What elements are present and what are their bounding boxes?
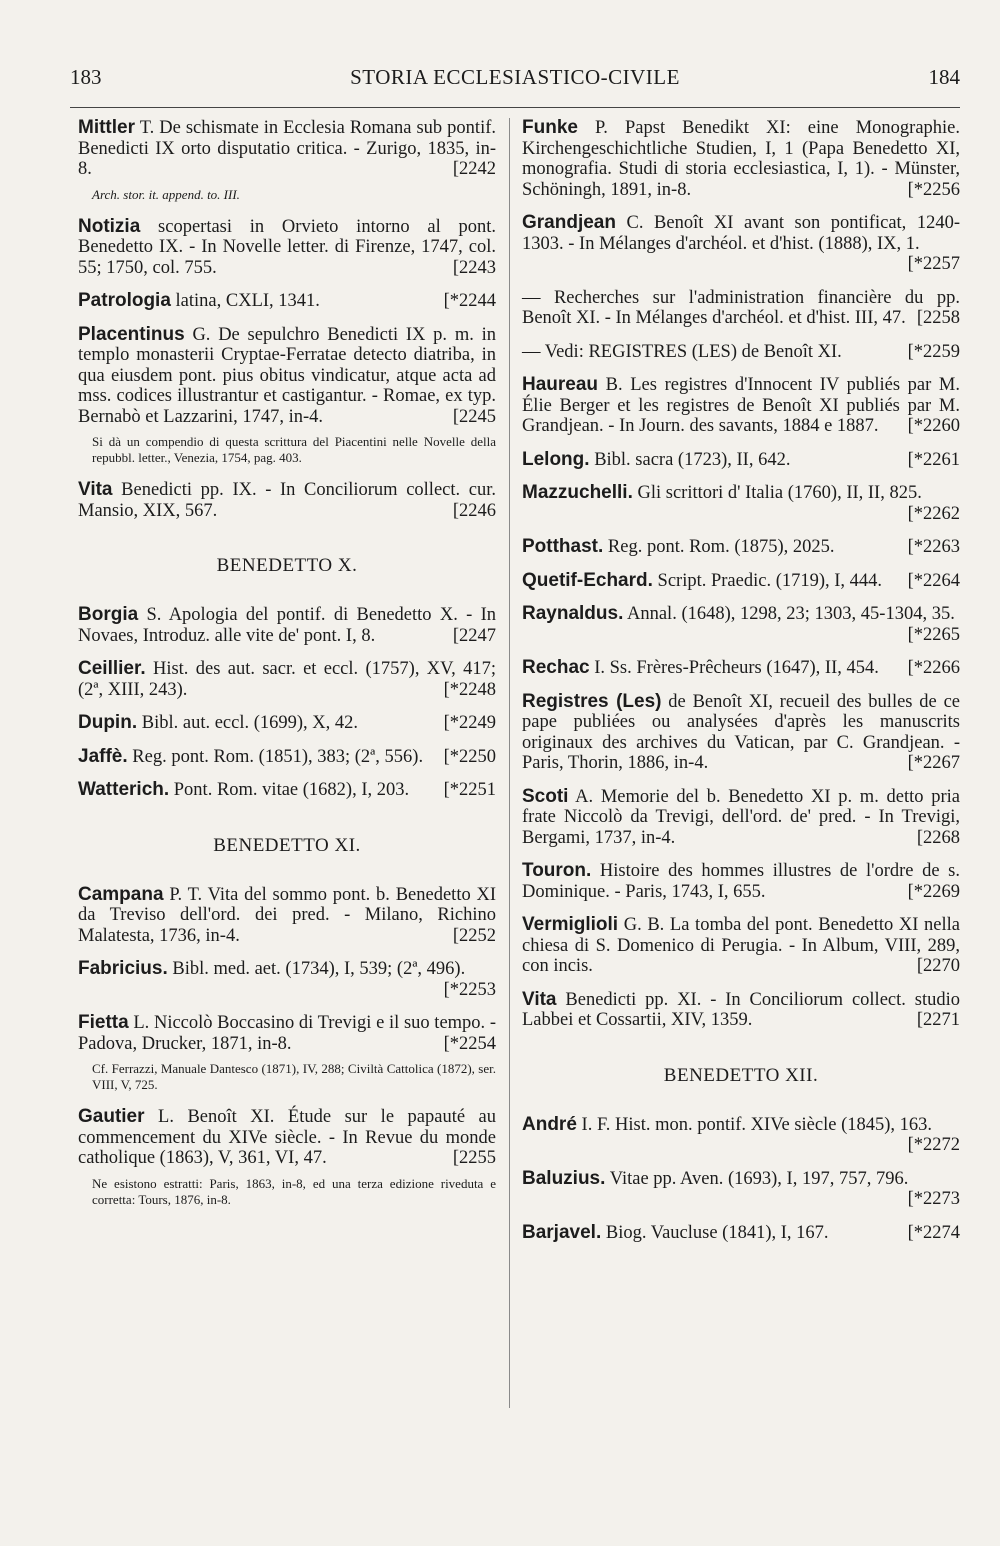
entry-author: Barjavel. [522, 1221, 602, 1243]
entry-text: Gli scrittori d' Italia (1760), II, II, 825. [637, 483, 922, 503]
entry-author: Mittler [78, 117, 135, 138]
entry-text: Annal. (1648), 1298, 23; 1303, 45-1304, 35. [626, 604, 955, 624]
bib-entry [522, 658, 960, 679]
entry-author: Borgia [78, 604, 139, 625]
entry-text: L. Benoît XI. Étude sur le papauté au commencement du XIVe siècle. - In Revue du monde catholique (1863), V, 361, VI, 47. [78, 1107, 497, 1168]
entry-author: Campana [78, 883, 164, 905]
entry-author: Haureau [522, 374, 599, 395]
entry-author: Placentinus [78, 323, 185, 345]
bib-entry [522, 1115, 960, 1156]
section-heading: BENEDETTO XI. [213, 834, 361, 856]
entry-author: Dupin. [78, 712, 138, 733]
bib-entry [78, 959, 496, 1000]
bib-entry [78, 325, 496, 428]
entry-text: Reg. pont. Rom. (1875), 2025. [607, 537, 835, 557]
entry-author: Gautier [78, 1106, 145, 1127]
entry-text: I. Ss. Frères-Prêcheurs (1647), II, 454. [594, 658, 879, 678]
entry-note: Arch. stor. it. append. to. III. [92, 186, 240, 202]
entry-number: [*2254 [443, 1033, 496, 1054]
entry-text: de Benoît XI, recueil des bulles de ce pape publiées ou analysées d'après les manuscrits originaux des archives du Vatican, par C. Grandjean. - Paris, Thorin, 1886, in-4. [522, 691, 961, 773]
entry-text: C. Benoît XI avant son pontificat, 1240-1303. - In Mélanges d'archéol. et d'hist. (1888), IX, 1. [522, 213, 961, 254]
bib-entry [522, 375, 960, 437]
entry-number: [2242 [452, 159, 496, 179]
bib-entry [78, 1013, 496, 1054]
bib-entry [522, 990, 960, 1031]
bib-entry [78, 291, 496, 312]
entry-text: Histoire des hommes illustres de l'ordre de s. Dominique. - Paris, 1743, I, 655. [522, 861, 960, 902]
bib-entry [78, 659, 496, 700]
entry-text: G. B. La tomba del pont. Benedetto XI nella chiesa di S. Domenico di Perugia. - In Album, VIII, 289, con incis. [522, 915, 960, 976]
entry-number: [*2244 [443, 291, 496, 311]
entry-note: Si dà un compendio di questa scrittura del Piacentini nelle Novelle della repubbl. letter., Venezia, 1754, pag. 403. [92, 434, 496, 465]
entry-author: Jaffè. [78, 745, 128, 767]
entry-author: Ceillier. [78, 658, 146, 679]
entry-number: [*2253 [443, 979, 496, 1000]
entry-number: [*2266 [907, 658, 960, 678]
entry-number: [2270 [916, 956, 960, 976]
page-header [70, 55, 960, 108]
entry-author: Fabricius. [78, 958, 168, 979]
bib-entry [522, 692, 960, 774]
entry-author: Fietta [78, 1012, 129, 1033]
bib-entry [522, 787, 960, 849]
entry-number: [*2265 [907, 624, 960, 645]
entry-author: Notizia [78, 215, 141, 237]
entry-text: P. Papst Benedikt XI: eine Monographie. Kirchengeschichtliche Studien, I, 1 (Papa Benedetto XI, monografia. Studi di storia ecclesiastica, I, 1). - Münster, Schöningh, 1891, in-8. [522, 118, 961, 200]
entry-text: T. De schismate in Ecclesia Romana sub pontif. Benedicti IX orto disputatio critica. - Zurigo, 1835, in-8. [78, 118, 496, 179]
entry-number: [*2272 [907, 1135, 960, 1155]
entry-author: Raynaldus. [522, 603, 624, 624]
entry-number: [2268 [916, 827, 960, 848]
entry-author: Potthast. [522, 536, 604, 557]
bib-entry [78, 605, 496, 646]
entry-number: [*2274 [907, 1222, 960, 1243]
entry-author: Grandjean [522, 212, 616, 233]
entry-author: Vermiglioli [522, 914, 619, 935]
entry-number: [*2261 [907, 449, 960, 470]
entry-text: Script. Praedic. (1719), I, 444. [657, 570, 883, 591]
bib-entry [522, 604, 960, 645]
entry-text: Biog. Vaucluse (1841), I, 167. [605, 1222, 829, 1243]
entry-author: Baluzius. [522, 1167, 606, 1189]
entry-number: [*2248 [443, 679, 496, 700]
entry-text: — Vedi: REGISTRES (LES) de Benoît XI. [522, 341, 842, 362]
entry-text: P. T. Vita del sommo pont. b. Benedetto XI da Treviso dell'ord. dei pred. - Milano, Richino Malatesta, 1736, in-4. [78, 884, 497, 946]
bib-entry [78, 217, 496, 279]
bib-entry [522, 118, 960, 200]
page-number-right: 184 [928, 65, 960, 89]
bib-entry [522, 450, 960, 471]
entry-number: [*2267 [907, 753, 960, 773]
entry-author: André [522, 1113, 577, 1135]
entry-number: [2271 [916, 1010, 960, 1030]
bib-entry [78, 747, 496, 768]
entry-number: [2247 [452, 625, 496, 646]
entry-number: [*2256 [907, 179, 960, 200]
page-number-left: 183 [70, 65, 102, 89]
bib-entry [78, 118, 496, 180]
entry-number: [*2264 [907, 570, 960, 591]
entry-number: [*2273 [907, 1189, 960, 1209]
entry-text: — Recherches sur l'administration financière du pp. Benoît XI. - In Mélanges d'archéol. et d'hist. III, 47. [522, 287, 960, 328]
left-column [78, 118, 496, 1222]
entry-author: Mazzuchelli. [522, 482, 633, 503]
entry-number: [*2257 [907, 254, 960, 274]
bib-entry [522, 1223, 960, 1244]
bib-entry [522, 1169, 960, 1210]
entry-number: [*2250 [443, 746, 496, 767]
entry-text: A. Memorie del b. Benedetto XI p. m. detto pria frate Niccolò da Trevigi, dell'ord. de' pred. - In Trevigi, Bergami, 1737, in-4. [522, 786, 960, 848]
entry-text: Benedicti pp. IX. - In Conciliorum collect. cur. Mansio, XIX, 567. [78, 480, 496, 521]
entry-number: [*2260 [907, 416, 960, 436]
entry-text: Hist. des aut. sacr. et eccl. (1757), XV, 417; (2ª, XIII, 243). [78, 659, 496, 700]
entry-text: B. Les registres d'Innocent IV publiés par M. Élie Berger et les registres de Benoît XI publiés par M. Grandjean. - In Journ. des savants, 1884 e 1887. [522, 375, 960, 436]
entry-author: Vita [522, 988, 557, 1010]
entry-note: Cf. Ferrazzi, Manuale Dantesco (1871), IV, 288; Civiltà Cattolica (1872), ser. VIII, V, 725. [92, 1061, 496, 1092]
entry-text: scopertasi in Orvieto intorno al pont. Benedetto IX. - In Novelle letter. di Firenze, 1747, col. 55; 1750, col. 755. [78, 216, 497, 278]
entry-number: [2245 [452, 406, 496, 427]
entry-number: [2243 [452, 257, 496, 278]
entry-number: [*2269 [907, 881, 960, 902]
bib-entry [522, 571, 960, 592]
right-column [522, 118, 960, 1256]
entry-text: L. Niccolò Boccasino di Trevigi e il suo tempo. - Padova, Drucker, 1871, in-8. [78, 1013, 497, 1054]
entry-number: [2255 [452, 1148, 496, 1168]
entry-text: I. F. Hist. mon. pontif. XIVe siècle (1845), 163. [581, 1114, 933, 1135]
bib-entry [78, 713, 496, 734]
entry-author: Patrologia [78, 290, 171, 311]
bib-entry [522, 342, 960, 363]
entry-author: Lelong. [522, 448, 590, 470]
bib-entry [522, 213, 960, 275]
entry-author: Funke [522, 117, 578, 138]
entry-author: Touron. [522, 860, 592, 881]
column-divider [509, 118, 510, 1408]
bib-entry [78, 480, 496, 521]
bib-entry [522, 483, 960, 524]
entry-author: Scoti [522, 785, 569, 807]
entry-text: Vitae pp. Aven. (1693), I, 197, 757, 796. [609, 1168, 909, 1189]
entry-number: [2258 [916, 308, 960, 328]
entry-number: [*2263 [907, 537, 960, 557]
entry-number: [2246 [452, 500, 496, 521]
entry-text: G. De sepulchro Benedicti IX p. m. in templo monasterii Cryptae-Ferratae detecto diatriba, in qua eiusdem pont. pius obitus vindicatur, atque acta ad mss. codices illustrantur et castigantur. - Romae, ex typ. Bernabò et Lazzarini, 1747, in-4. [78, 324, 497, 427]
section-heading: BENEDETTO XII. [663, 1064, 819, 1086]
entry-number: [*2249 [443, 713, 496, 733]
bib-entry [522, 537, 960, 558]
entry-author: Quetif-Echard. [522, 569, 653, 591]
entry-number: [*2251 [443, 780, 496, 800]
bib-entry [522, 915, 960, 977]
entry-author: Rechac [522, 657, 590, 678]
entry-author: Registres (Les) [522, 690, 662, 712]
entry-text: S. Apologia del pontif. di Benedetto X. - In Novaes, Introduz. alle vite de' pont. I, 8. [78, 605, 496, 646]
entry-text: Reg. pont. Rom. (1851), 383; (2ª, 556). [132, 746, 424, 767]
entry-number: [2252 [452, 925, 496, 946]
bib-entry [78, 885, 496, 947]
entry-text: latina, CXLI, 1341. [175, 291, 320, 311]
bib-entry [78, 780, 496, 801]
entry-text: Bibl. aut. eccl. (1699), X, 42. [141, 713, 359, 733]
entry-author: Watterich. [78, 779, 170, 800]
entry-text: Pont. Rom. vitae (1682), I, 203. [173, 780, 410, 800]
running-title: STORIA ECCLESIASTICO-CIVILE [350, 65, 680, 89]
bib-entry [522, 288, 960, 329]
entry-author: Vita [78, 479, 113, 500]
entry-note: Ne esistono estratti: Paris, 1863, in-8, ed una terza edizione riveduta e corretta: Tours, 1876, in-8. [92, 1175, 496, 1207]
entry-text: Bibl. sacra (1723), II, 642. [594, 449, 791, 470]
entry-text: Benedicti pp. XI. - In Conciliorum collect. studio Labbei et Cossartii, XIV, 1359. [522, 989, 960, 1030]
bib-entry [78, 1107, 496, 1169]
bib-entry [522, 861, 960, 902]
entry-text: Bibl. med. aet. (1734), I, 539; (2ª, 496). [172, 959, 466, 979]
entry-number: [*2259 [907, 341, 960, 362]
entry-number: [*2262 [907, 503, 960, 524]
section-heading: BENEDETTO X. [216, 555, 358, 576]
